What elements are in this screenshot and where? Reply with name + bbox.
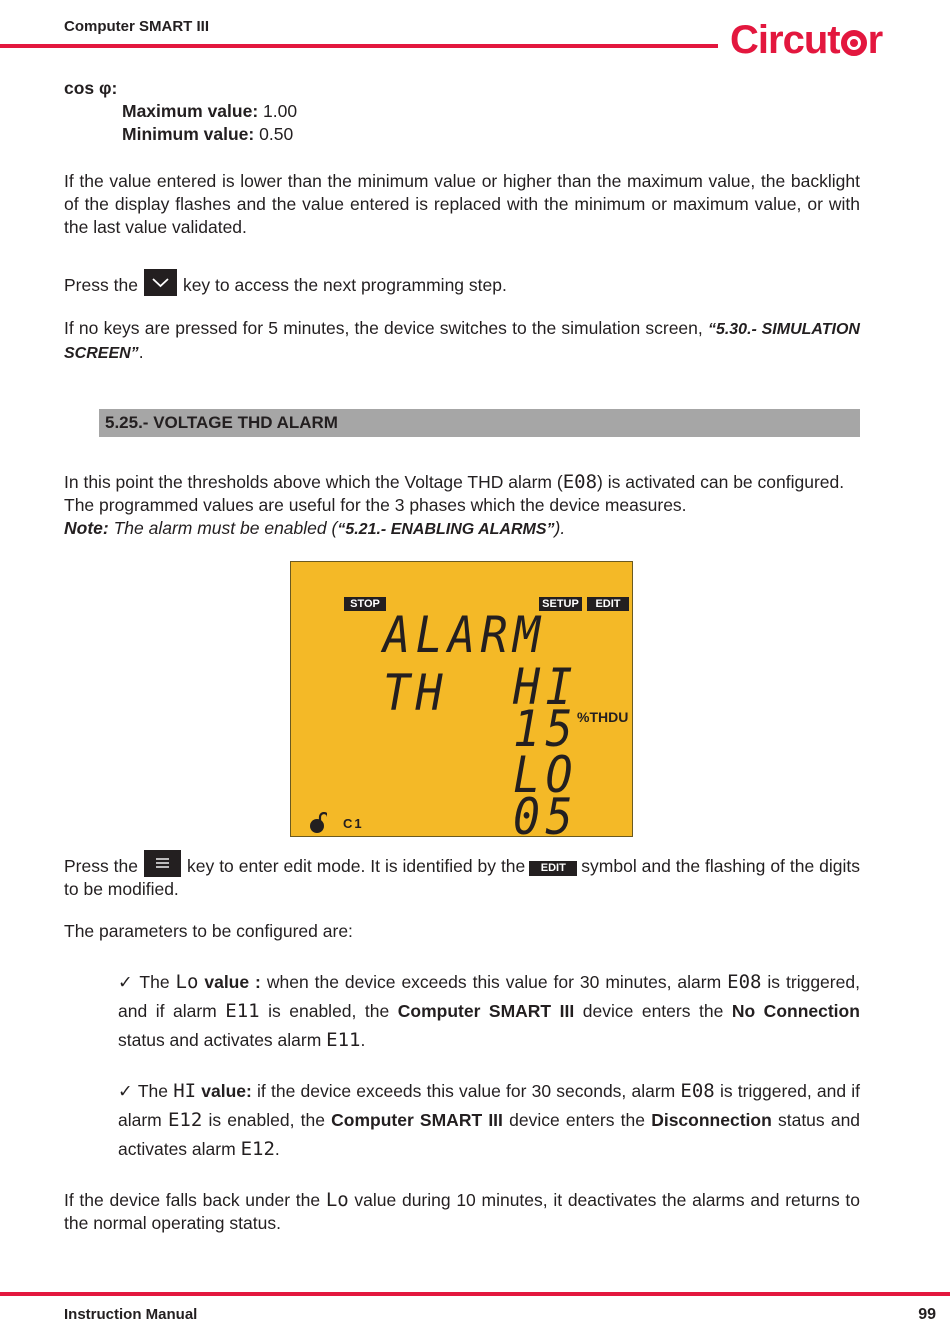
- lo-code: Lo: [175, 971, 199, 993]
- page-number: 99: [918, 1306, 936, 1323]
- next-step-post: key to access the next programming step.: [182, 275, 507, 295]
- hi-text-5: status and activates alarm: [118, 1110, 861, 1159]
- lcd-line-value-05: 05: [513, 788, 578, 846]
- channel-label: C1: [343, 816, 364, 831]
- cos-phi-label: cos φ:: [64, 78, 118, 98]
- hi-device: Computer SMART III: [331, 1110, 503, 1130]
- lcd-line-alarm-th: ALARM TH: [383, 606, 546, 722]
- hi-text-2: is triggered, and if alarm: [118, 1081, 860, 1130]
- lo-status: No Connection: [731, 1001, 860, 1021]
- hi-status: Disconnection: [651, 1110, 772, 1130]
- lcd-line-hi: HI: [513, 658, 578, 716]
- next-step-pre: Press the: [64, 275, 138, 295]
- note-end: ).: [554, 518, 566, 538]
- lo-text-5: status and activates alarm: [118, 1030, 322, 1050]
- hi-text-4: device enters the: [509, 1110, 646, 1130]
- lo-end: .: [360, 1030, 366, 1050]
- lo-label: value :: [204, 972, 261, 992]
- lo-text-1: when the device exceeds this value for 30 minutes, alarm: [266, 972, 722, 992]
- alarm-code: E08: [562, 471, 598, 493]
- hi-text-3: is enabled, the: [208, 1110, 325, 1130]
- max-value-line: [122, 101, 297, 122]
- edit-tag: EDIT: [587, 597, 629, 611]
- lo-text-4: device enters the: [582, 1001, 724, 1021]
- simulation-link[interactable]: “5.30.- SIMULATION SCREEN”: [64, 321, 860, 362]
- setup-tag: SETUP: [539, 597, 582, 611]
- check-icon: ✓: [118, 1081, 133, 1101]
- min-value-label: Minimum value:: [122, 124, 255, 144]
- hi-the: The: [137, 1081, 169, 1101]
- intro-text-line2: The programmed values are useful for the 3 phases which the device measures.: [64, 495, 687, 515]
- params-intro: The parameters to be configured are:: [64, 921, 353, 941]
- timeout-end: .: [138, 342, 144, 362]
- note-text: The alarm must be enabled (: [113, 518, 338, 538]
- edit-badge: EDIT: [529, 861, 577, 876]
- note-label: Note:: [64, 518, 109, 538]
- lo-alarm2-code: E11: [225, 1000, 260, 1022]
- intro-text-a: In this point the thresholds above which the Voltage THD alarm (: [64, 472, 563, 492]
- header-rule: [0, 44, 718, 48]
- final-code: Lo: [325, 1189, 349, 1211]
- intro-text-b: ) is activated can be configured.: [597, 472, 845, 492]
- hi-end: .: [274, 1139, 280, 1159]
- lo-device: Computer SMART III: [397, 1001, 575, 1021]
- timeout-text: If no keys are pressed for 5 minutes, the device switches to the simulation screen,: [64, 318, 703, 338]
- edit-post: symbol and the flashing of the digits to be modified.: [64, 856, 860, 899]
- chevron-down-icon: [144, 269, 177, 296]
- menu-icon: [144, 850, 181, 877]
- intro-paragraph: [64, 471, 860, 541]
- lo-text-3: is enabled, the: [268, 1001, 390, 1021]
- hi-alarm2-code-end: E12: [240, 1138, 275, 1160]
- brand-logo: Circut r: [730, 18, 883, 62]
- unlock-icon: [309, 812, 327, 839]
- hi-alarm2-code: E12: [167, 1109, 203, 1131]
- next-step-paragraph: [64, 269, 860, 297]
- hi-value-item: [118, 1077, 860, 1164]
- lo-the: The: [139, 972, 170, 992]
- lcd-line-value-15: 15: [513, 700, 578, 758]
- final-post: value during 10 minutes, it deactivates the alarms and returns to the normal operating status.: [64, 1190, 860, 1233]
- enabling-alarms-link[interactable]: “5.21.- ENABLING ALARMS”: [337, 521, 555, 538]
- footer-rule: [0, 1292, 950, 1296]
- final-pre: If the device falls back under the: [64, 1190, 321, 1210]
- footer-title: Instruction Manual: [64, 1306, 198, 1323]
- section-title: 5.25.- VOLTAGE THD ALARM: [105, 413, 338, 432]
- lo-alarm2-code-end: E11: [326, 1029, 361, 1051]
- lo-alarm-code: E08: [727, 971, 762, 993]
- min-value-line: [122, 124, 293, 145]
- running-header-title: Computer SMART III: [64, 18, 209, 35]
- timeout-paragraph: [64, 317, 860, 365]
- edit-pre: Press the: [64, 856, 139, 876]
- max-value: 1.00: [263, 101, 298, 121]
- hi-alarm-code: E08: [680, 1080, 715, 1102]
- max-value-label: Maximum value:: [122, 101, 259, 121]
- lcd-display: [290, 561, 633, 846]
- hi-text-1: if the device exceeds this value for 30 seconds, alarm: [257, 1081, 676, 1101]
- unit-label: %THDU: [577, 709, 629, 725]
- hi-code: HI: [173, 1080, 197, 1102]
- validation-paragraph: If the value entered is lower than the minimum value or higher than the maximum value, the backlight of the display flashes and the value entered is replaced with the minimum or maximum value, or with the last value validated.: [64, 171, 860, 237]
- lcd-line-lo: LO: [513, 746, 578, 804]
- min-value: 0.50: [259, 124, 294, 144]
- hi-label: value:: [201, 1081, 252, 1101]
- check-icon: ✓: [118, 972, 134, 992]
- lo-text-2: is triggered, and if alarm: [118, 972, 860, 1021]
- lo-value-item: [118, 968, 860, 1055]
- edit-mode-paragraph: [64, 850, 860, 901]
- edit-mid: key to enter edit mode. It is identified by the: [187, 856, 526, 876]
- stop-tag: STOP: [344, 597, 386, 611]
- section-heading-bar: [99, 409, 860, 437]
- final-paragraph: [64, 1189, 860, 1235]
